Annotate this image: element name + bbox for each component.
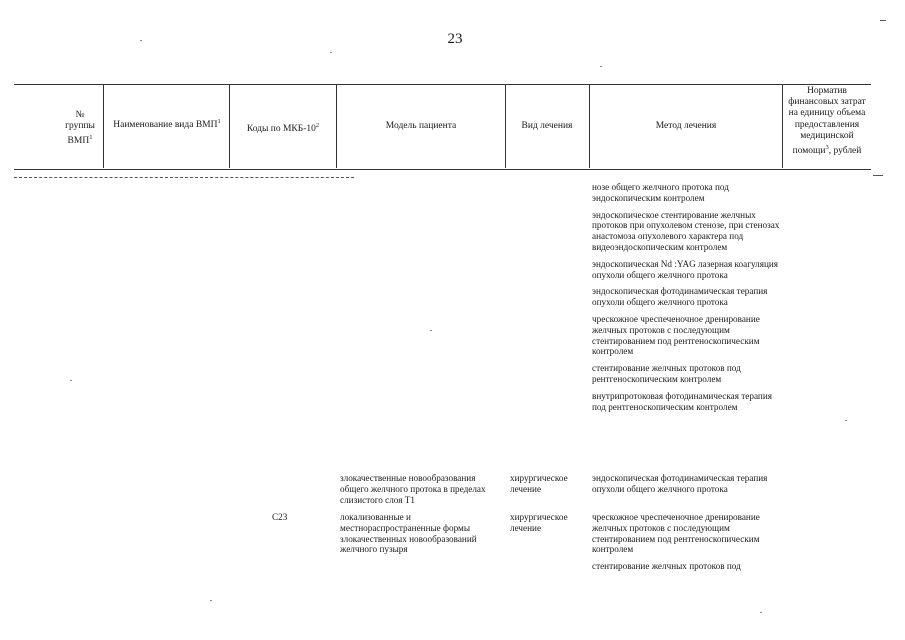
scan-speck <box>210 600 212 601</box>
method-item: эндоскопическая Nd :YAG лазерная коагуляция опухоли общего желчного протока <box>592 258 779 280</box>
scan-speck <box>70 380 72 381</box>
scan-speck <box>600 66 602 67</box>
header-icd-codes: Коды по МКБ-$10^2$ <box>246 122 320 135</box>
column-divider <box>229 84 230 168</box>
header-vmp-name: Наименование вида ВМП$^1$ <box>113 118 221 131</box>
page-number: 23 <box>447 31 463 47</box>
methods-continuation <box>592 182 787 418</box>
header-patient-model: Модель пациента <box>385 121 457 131</box>
scan-speck <box>760 612 762 613</box>
column-divider <box>505 84 506 168</box>
scan-speck <box>430 330 432 331</box>
column-divider <box>103 84 104 168</box>
scan-mark <box>873 175 883 176</box>
row2-method <box>592 512 787 572</box>
scan-mark <box>880 20 886 21</box>
scan-speck <box>330 52 332 53</box>
method-item: внутрипротоковая фотодинамическая терапия под рентгеноскопическим контролем <box>592 390 772 412</box>
method-item: чрескожное чреспеченочное дренирование желчных протоков с последующим стентированием под рентгеноскопическим контролем <box>592 313 760 357</box>
method-item: нозе общего желчного протока под эндоскопическим контролем <box>592 182 729 203</box>
column-divider <box>336 84 337 168</box>
row1-patient-model: злокачественные новообразования общего желчного протока в пределах слизистого слоя T1 <box>340 473 486 505</box>
method-item: чрескожное чреспеченочное дренирование желчных протоков с последующим стентированием под рентгеноскопическим контролем <box>592 512 760 555</box>
scan-dash-line <box>14 177 354 179</box>
row2-patient-model: локализованные и местнораспространенные формы злокачественных новообразований желчного пузыря <box>340 512 477 555</box>
row2-icd-code: C23 <box>272 512 288 522</box>
method-item: эндоскопическое стентирование желчных протоков при опухолевом стенозе, при стенозах анастомоза опухолевого характера под видеоэндоскопическим контролем <box>592 209 780 252</box>
column-divider <box>589 84 590 168</box>
method-item: стентирование желчных протоков под <box>592 561 741 572</box>
scan-speck <box>140 40 142 41</box>
scan-speck <box>845 420 847 421</box>
method-item: эндоскопическая фотодинамическая терапия опухоли общего желчного протока <box>592 286 768 308</box>
row2-treatment-type: хирургическое лечение <box>510 512 568 533</box>
row1-method: эндоскопическая фотодинамическая терапия опухоли общего желчного протока <box>592 473 768 494</box>
header-treatment-type: Вид лечения <box>521 121 573 131</box>
column-divider <box>782 84 783 168</box>
method-item: стентирование желчных протоков под рентгеноскопическим контролем <box>592 363 741 384</box>
row1-treatment-type: хирургическое лечение <box>510 473 568 494</box>
header-financial-norm: Норматив финансовых затрат на единицу объема предоставления медицинской помощи$^3$, рублей <box>788 86 866 157</box>
header-group-number: № группы ВМП$^1$ <box>65 110 95 147</box>
header-treatment-method: Метод лечения <box>655 121 717 131</box>
